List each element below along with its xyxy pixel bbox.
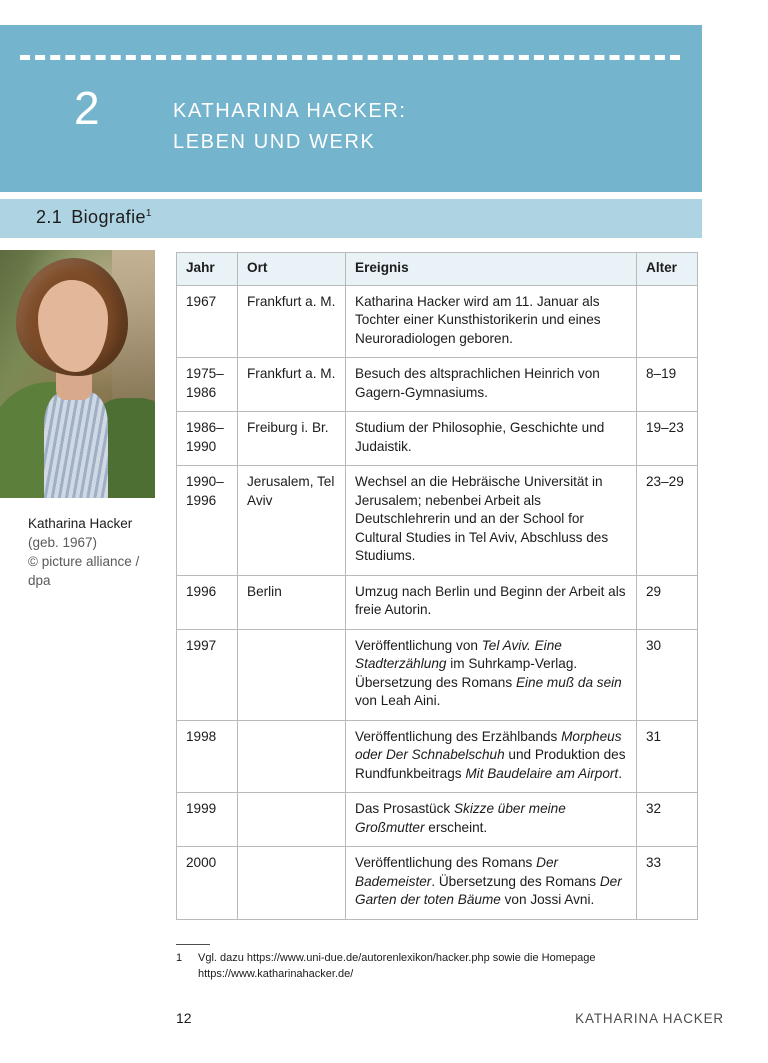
cell-alter: 31 <box>637 720 698 793</box>
table-row <box>177 466 698 576</box>
cell-ort: Berlin <box>238 575 346 629</box>
cell-jahr: 1986–1990 <box>177 412 238 466</box>
photo-caption-credit-1: © picture alliance / <box>28 554 140 569</box>
section-number: 2.1 <box>36 207 63 227</box>
footnote-separator <box>176 944 210 945</box>
table-row <box>177 720 698 793</box>
photo-caption-born: (geb. 1967) <box>28 535 98 550</box>
table-row <box>177 793 698 847</box>
footnote-number: 1 <box>176 952 183 964</box>
cell-ereignis: Studium der Philosophie, Geschichte und Judaistik. <box>346 412 637 466</box>
cell-alter: 29 <box>637 575 698 629</box>
chapter-title-line2: LEBEN UND WERK <box>173 131 376 153</box>
cell-ereignis: Veröffentlichung des Erzählbands Morpheus oder Der Schnabelschuh und Produktion des Rundfunkbeitrags Mit Baudelaire am Airport. <box>346 720 637 793</box>
footnote <box>176 950 696 982</box>
cell-alter: 30 <box>637 629 698 720</box>
table-row <box>177 629 698 720</box>
cell-ereignis: Umzug nach Berlin und Beginn der Arbeit als freie Autorin. <box>346 575 637 629</box>
table-row <box>177 412 698 466</box>
cell-jahr: 1975–1986 <box>177 358 238 412</box>
cell-jahr: 1999 <box>177 793 238 847</box>
biography-table-wrapper <box>176 252 697 920</box>
biography-table <box>176 252 698 920</box>
photo-caption-name: Katharina Hacker <box>28 516 133 531</box>
column-header-ort: Ort <box>238 253 346 286</box>
cell-ort <box>238 720 346 793</box>
chapter-title-line1: KATHARINA HACKER: <box>173 100 407 122</box>
table-row <box>177 358 698 412</box>
cell-ereignis: Veröffentlichung des Romans Der Bademeister. Übersetzung des Romans Der Garten der toten Bäume von Jossi Avni. <box>346 847 637 920</box>
table-row <box>177 847 698 920</box>
section-footnote-marker: 1 <box>145 208 152 219</box>
cell-ort: Freiburg i. Br. <box>238 412 346 466</box>
author-portrait <box>0 250 155 498</box>
running-title: KATHARINA HACKER <box>575 1011 724 1026</box>
photo-caption-credit-2: dpa <box>28 573 51 588</box>
column-header-ereignis: Ereignis <box>346 253 637 286</box>
cell-alter: 23–29 <box>637 466 698 576</box>
cell-ereignis: Besuch des altsprachlichen Heinrich von Gagern-Gymnasiums. <box>346 358 637 412</box>
cell-ort <box>238 629 346 720</box>
section-title-text: Biografie <box>71 207 146 227</box>
chapter-number: 2 <box>74 82 100 134</box>
cell-ort <box>238 847 346 920</box>
cell-ort <box>238 793 346 847</box>
cell-ort: Jerusalem, Tel Aviv <box>238 466 346 576</box>
table-header-row <box>177 253 698 286</box>
cell-ereignis: Das Prosastück Skizze über meine Großmutter erscheint. <box>346 793 637 847</box>
cell-jahr: 2000 <box>177 847 238 920</box>
cell-alter: 32 <box>637 793 698 847</box>
footnote-line-1: Vgl. dazu https://www.uni-due.de/autorenlexikon/hacker.php sowie die Homepage <box>198 952 596 964</box>
page-number: 12 <box>176 1010 192 1026</box>
cell-jahr: 1998 <box>177 720 238 793</box>
cell-ort: Frankfurt a. M. <box>238 285 346 358</box>
cell-ereignis: Katharina Hacker wird am 11. Januar als Tochter einer Kunsthistorikerin und eines Neuroradiologen geboren. <box>346 285 637 358</box>
cell-jahr: 1997 <box>177 629 238 720</box>
cell-jahr: 1996 <box>177 575 238 629</box>
section-heading <box>36 207 152 228</box>
biography-table-body <box>177 285 698 919</box>
cell-alter: 19–23 <box>637 412 698 466</box>
cell-alter <box>637 285 698 358</box>
table-row <box>177 575 698 629</box>
cell-alter: 33 <box>637 847 698 920</box>
table-row <box>177 285 698 358</box>
cell-jahr: 1990–1996 <box>177 466 238 576</box>
dashed-rule <box>20 55 680 60</box>
column-header-alter: Alter <box>637 253 698 286</box>
portrait-image <box>0 250 155 498</box>
cell-alter: 8–19 <box>637 358 698 412</box>
photo-caption <box>28 514 178 590</box>
cell-ort: Frankfurt a. M. <box>238 358 346 412</box>
cell-ereignis: Wechsel an die Hebräische Universität in Jerusalem; nebenbei Arbeit als Deutschlehrerin und an der School for Cultural Studies in Tel Aviv, Abschluss des Studiums. <box>346 466 637 576</box>
chapter-title <box>173 96 407 158</box>
cell-ereignis: Veröffentlichung von Tel Aviv. Eine Stadterzählung im Suhrkamp-Verlag. Übersetzung des Romans Eine muß da sein von Leah Aini. <box>346 629 637 720</box>
footnote-line-2: https://www.katharinahacker.de/ <box>198 968 354 980</box>
portrait-shirt <box>44 392 108 498</box>
cell-jahr: 1967 <box>177 285 238 358</box>
column-header-jahr: Jahr <box>177 253 238 286</box>
